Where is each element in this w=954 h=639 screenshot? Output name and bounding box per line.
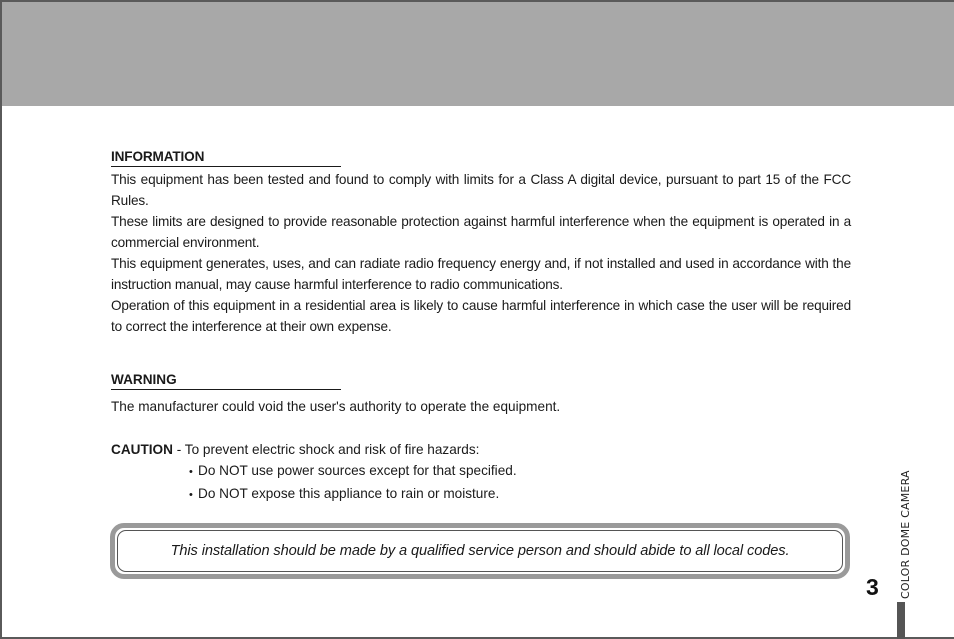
side-tab-bar bbox=[897, 602, 905, 639]
information-paragraph: Operation of this equipment in a residential area is likely to cause harmful interference in which case the user will be required to correct the interference at their own expense. bbox=[111, 298, 851, 334]
bullet-icon: • bbox=[189, 466, 193, 478]
caution-bullet-text: Do NOT expose this appliance to rain or moisture. bbox=[198, 486, 500, 501]
information-section bbox=[111, 148, 851, 337]
caution-text: - To prevent electric shock and risk of fire hazards: bbox=[172, 442, 480, 457]
warning-heading: WARNING bbox=[111, 371, 341, 390]
notice-box bbox=[110, 523, 850, 579]
notice-text: This installation should be made by a qualified service person and should abide to all local codes. bbox=[117, 530, 843, 572]
caution-bullet-text: Do NOT use power sources except for that specified. bbox=[198, 463, 517, 478]
warning-text: The manufacturer could void the user's authority to operate the equipment. bbox=[111, 399, 561, 414]
caution-label: CAUTION bbox=[111, 442, 173, 457]
page-number: 3 bbox=[866, 574, 879, 600]
caution-bullet-item bbox=[189, 483, 851, 506]
header-band bbox=[2, 2, 954, 106]
caution-line bbox=[111, 439, 851, 460]
caution-section bbox=[111, 439, 851, 506]
information-heading: INFORMATION bbox=[111, 148, 341, 167]
information-paragraph: This equipment has been tested and found to comply with limits for a Class A digital device, pursuant to part 15 of the FCC Rules. bbox=[111, 172, 851, 208]
information-paragraph: These limits are designed to provide reasonable protection against harmful interference when the equipment is operated in a commercial environment. bbox=[111, 214, 851, 250]
information-paragraph: This equipment generates, uses, and can radiate radio frequency energy and, if not installed and used in accordance with the instruction manual, may cause harmful interference to radio communications. bbox=[111, 256, 851, 292]
caution-bullet-item bbox=[189, 460, 851, 483]
side-label: COLOR DOME CAMERA bbox=[899, 470, 912, 599]
warning-section bbox=[111, 371, 851, 417]
caution-bullet-list bbox=[189, 460, 851, 506]
bullet-icon: • bbox=[189, 489, 193, 501]
